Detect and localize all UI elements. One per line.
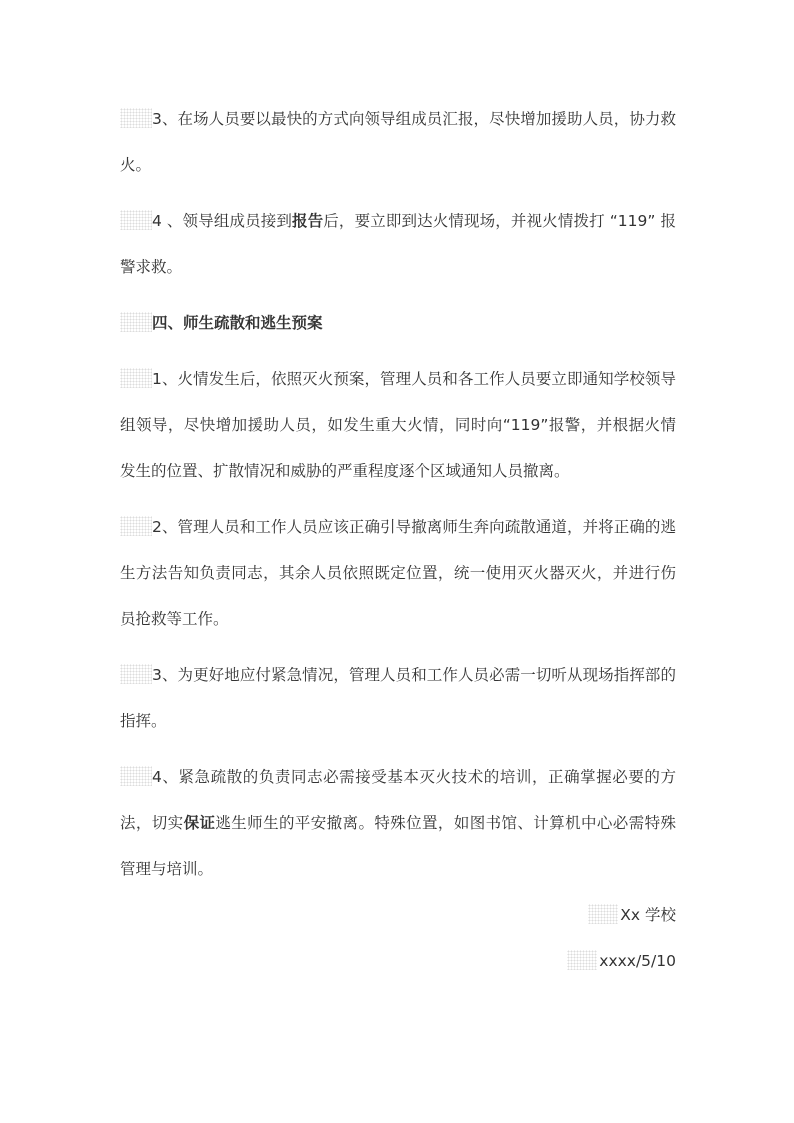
section-4-title-text: 四、师生疏散和逃生预案 xyxy=(152,314,323,332)
section-4-paragraph-2 xyxy=(120,504,676,642)
section-4-paragraph-4-text-a: 4、紧急疏散的负责同志必需接受基本灭火技术的培训，正确掌握必要的方法，切实 xyxy=(120,768,676,832)
indent-marker xyxy=(120,312,152,332)
indent-marker xyxy=(567,950,597,970)
section-4-paragraph-4 xyxy=(120,754,676,892)
section-4-paragraph-1-text: 1、火情发生后，依照灭火预案，管理人员和各工作人员要立即通知学校领导组领导，尽快增加援助人员，如发生重大火情，同时向“119”报警，并根据火情发生的位置、扩散情况和威胁的严重程度逐个区域通知人员撤离。 xyxy=(120,370,676,480)
section-4-paragraph-3 xyxy=(120,652,676,744)
paragraph-4-text-b: 后，要立即到达火情现场，并视火情拨打 “119” 报警求救。 xyxy=(120,212,676,276)
indent-marker xyxy=(120,516,152,536)
date-line xyxy=(120,938,676,984)
paragraph-3 xyxy=(120,96,676,188)
section-4-title xyxy=(120,300,676,346)
section-4-paragraph-4-text-b: 逃生师生的平安撤离。特殊位置，如图书馆、计算机中心必需特殊管理与培训。 xyxy=(120,814,676,878)
date: xxxx/5/10 xyxy=(599,952,676,970)
signature: Xx 学校 xyxy=(620,906,676,924)
section-4-paragraph-2-text: 2、管理人员和工作人员应该正确引导撤离师生奔向疏散通道，并将正确的逃生方法告知负责同志，其余人员依照既定位置，统一使用灭火器灭火，并进行伤员抢救等工作。 xyxy=(120,518,676,628)
paragraph-4 xyxy=(120,198,676,290)
indent-marker xyxy=(120,664,152,684)
section-4-paragraph-4-bold: 保证 xyxy=(183,814,216,832)
section-4-paragraph-3-text: 3、为更好地应付紧急情况，管理人员和工作人员必需一切听从现场指挥部的指挥。 xyxy=(120,666,676,730)
indent-marker xyxy=(120,108,152,128)
indent-marker xyxy=(588,904,618,924)
indent-marker xyxy=(120,210,152,230)
paragraph-4-bold: 报告 xyxy=(292,212,324,230)
paragraph-3-text: 3、在场人员要以最快的方式向领导组成员汇报，尽快增加援助人员，协力救火。 xyxy=(120,110,676,174)
document-page xyxy=(120,0,676,984)
section-4-paragraph-1 xyxy=(120,356,676,494)
indent-marker xyxy=(120,766,152,786)
paragraph-4-text-a: 4 、领导组成员接到 xyxy=(152,212,293,230)
signature-line xyxy=(120,892,676,938)
indent-marker xyxy=(120,368,152,388)
